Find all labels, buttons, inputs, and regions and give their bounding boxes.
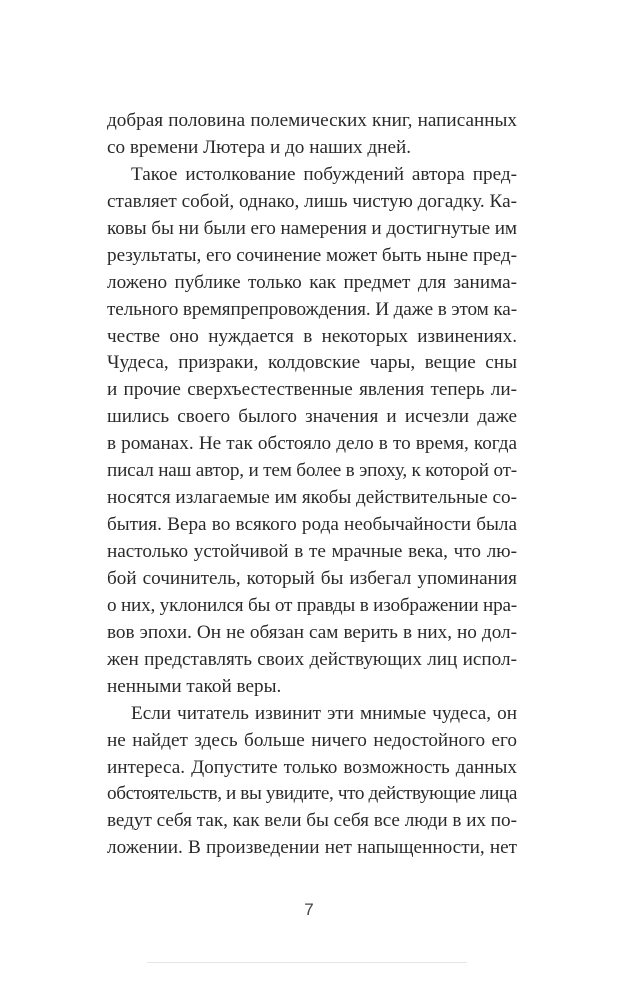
text-line: Такое истолкование побуждений автора пред- [131, 163, 517, 185]
text-line: бой сочинитель, который бы избегал упоминания [107, 567, 517, 589]
text-line: носятся излагаемые им якобы действительные со- [107, 487, 517, 509]
text-line: ненными такой веры. [107, 675, 282, 697]
text-line: ложено публике только как предмет для занима- [107, 271, 517, 293]
text-line: интереса. Допустите только возможность данных [107, 756, 517, 778]
text-line: ложении. В произведении нет напыщенности, нет [107, 837, 517, 859]
text-line: добрая половина полемических книг, написанных [107, 110, 517, 131]
text-line: о них, уклонился бы от правды в изображении нра- [107, 594, 517, 616]
text-line: обстоятельств, и вы увидите, что действующие лица [107, 783, 517, 805]
text-line: настолько устойчивой в те мрачные века, что лю- [107, 541, 517, 562]
text-line: вов эпохи. Он не обязан сам верить в них, но дол- [107, 621, 517, 643]
text-line: честве оно нуждается в некоторых извинениях. [107, 325, 517, 347]
text-line: ковы бы ни были его намерения и достигнутые им [107, 217, 517, 239]
text-line: в романах. Не так обстояло дело в то время, когда [107, 433, 517, 455]
text-line: со времени Лютера и до наших дней. [107, 136, 412, 158]
text-line: не найдет здесь больше ничего недостойного его [107, 729, 517, 751]
text-line: тельного времяпрепровождения. И даже в этом ка- [107, 298, 517, 320]
page-body-text [107, 108, 517, 862]
text-line: результаты, его сочинение может быть ныне пред- [107, 244, 517, 266]
text-line: шились своего былого значения и исчезли даже [107, 406, 517, 428]
text-line: ставляет собой, однако, лишь чистую догадку. Ка- [107, 190, 517, 212]
footer-divider [147, 962, 467, 963]
page-number: 7 [304, 900, 314, 919]
text-line: Чудеса, призраки, колдовские чары, вещие сны [107, 352, 517, 374]
text-line: Если читатель извинит эти мнимые чудеса, он [131, 702, 517, 724]
text-line: и прочие сверхъестественные явления теперь ли- [107, 379, 517, 401]
text-line: писал наш автор, и тем более в эпоху, к которой от- [107, 460, 517, 482]
text-line: жен представлять своих действующих лиц испол- [107, 648, 517, 670]
text-line: бытия. Вера во всякого рода необычайности была [107, 514, 517, 536]
text-line: ведут себя так, как вели бы себя все люди в их по- [107, 810, 517, 832]
